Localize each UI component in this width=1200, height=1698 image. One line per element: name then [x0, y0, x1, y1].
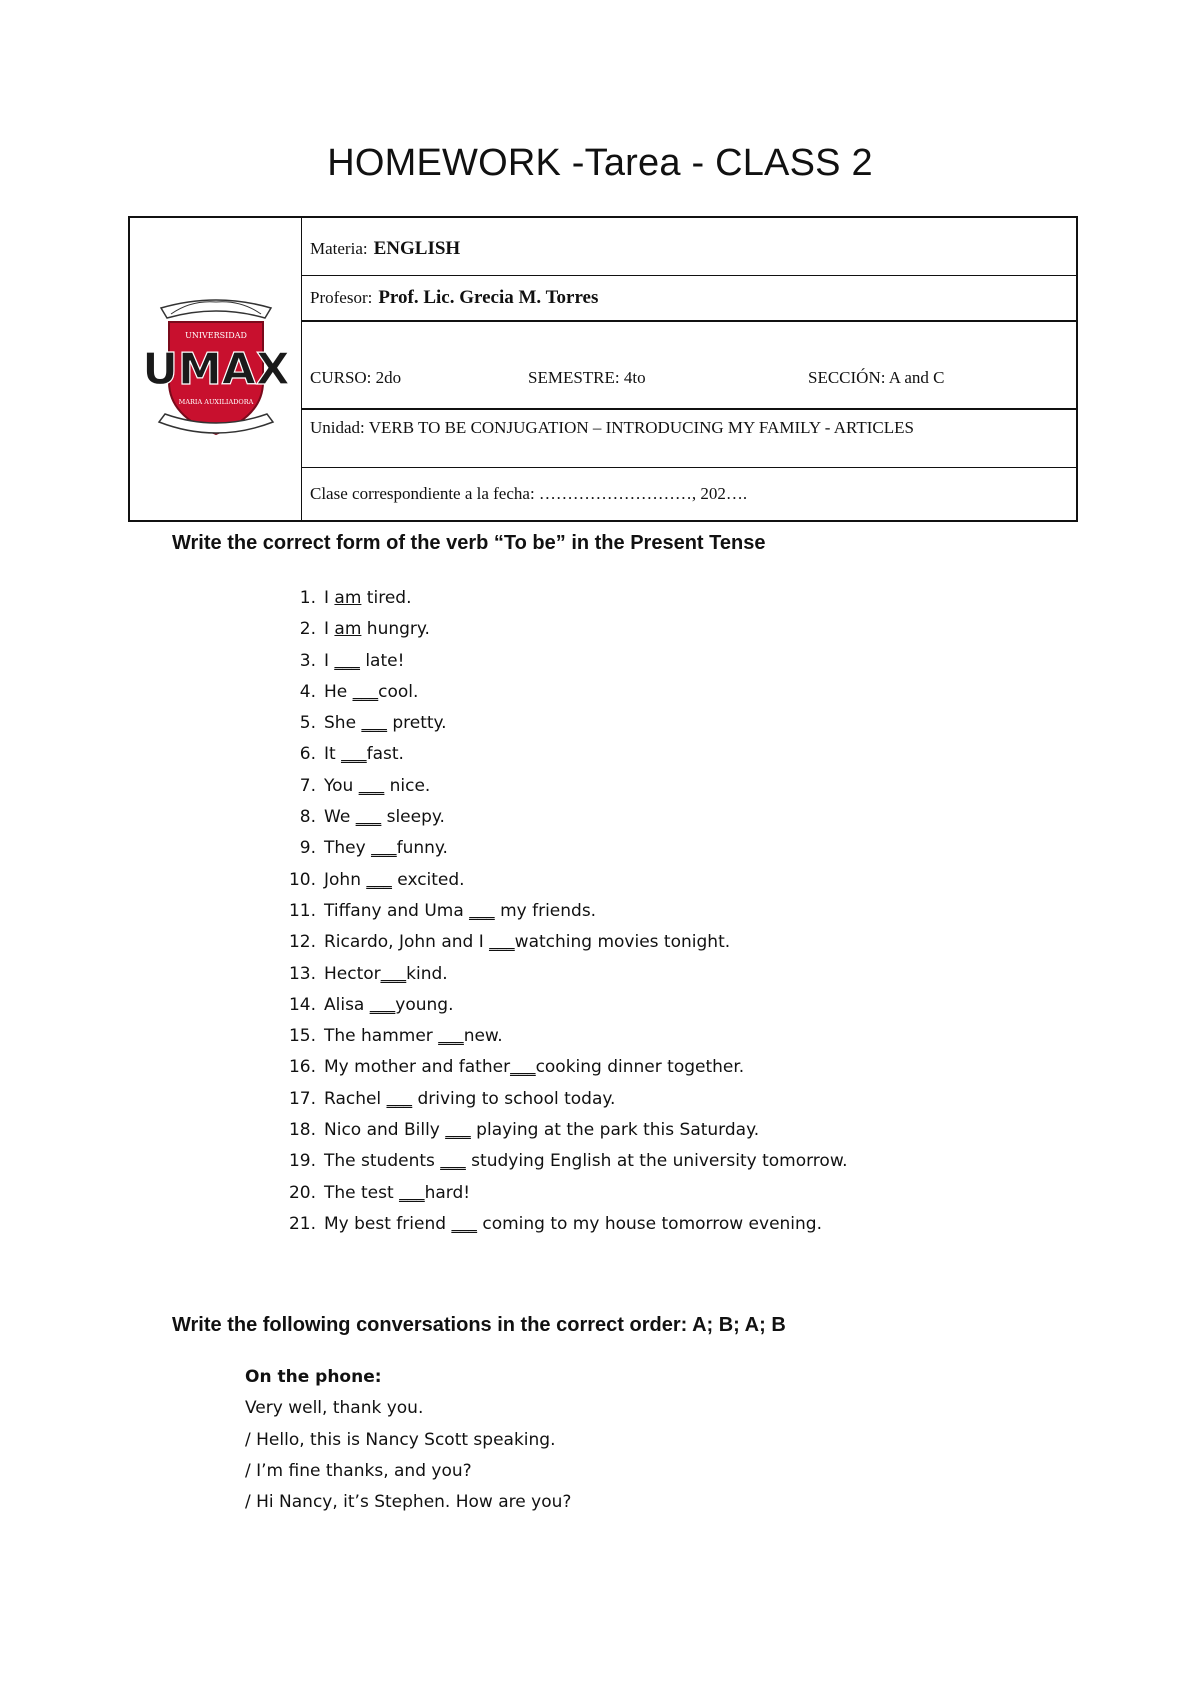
exercise-item [276, 865, 848, 896]
profesor-row [302, 276, 1076, 322]
exercise-number: 13. [288, 963, 316, 984]
conversation-line: Very well, thank you. [245, 1398, 424, 1419]
exercise-text: kind. [406, 963, 448, 984]
exercise-text: cooking dinner together. [535, 1057, 745, 1078]
exercise-text: We [324, 807, 356, 828]
exercise-blank: ___ [334, 650, 360, 671]
exercise-item [276, 583, 848, 614]
exercise-text: Tiffany and Uma [324, 900, 470, 921]
exercise-text: new. [463, 1026, 503, 1047]
exercise-item [276, 646, 848, 677]
exercise-number: 1. [299, 588, 316, 608]
exercise-item [276, 1021, 848, 1052]
exercise-item [276, 896, 848, 927]
exercise-text: watching movies tonight. [514, 932, 731, 953]
exercise-text: My mother and father [324, 1057, 511, 1078]
exercise-list [276, 583, 848, 1240]
conversation-line: / Hello, this is Nancy Scott speaking. [245, 1429, 556, 1450]
logo-bottom-text: MARIA AUXILIADORA [178, 398, 253, 406]
exercise-text: Alisa [324, 994, 370, 1015]
exercise-item [276, 1146, 848, 1177]
exercise-blank: ___ [361, 713, 387, 734]
exercise-blank: ___ [399, 1182, 425, 1203]
exercise-text: fast. [366, 744, 404, 765]
exercise-text: hungry. [361, 619, 430, 640]
page-title: HOMEWORK -Tarea - CLASS 2 [327, 142, 873, 184]
exercise-number: 5. [299, 713, 316, 734]
exercise-blank: am [334, 619, 362, 640]
exercise-text: my friends. [494, 900, 597, 921]
exercise-number: 4. [299, 681, 316, 702]
exercise-item [276, 1178, 848, 1209]
unidad-row: Unidad: VERB TO BE CONJUGATION – INTRODUCING MY FAMILY - ARTICLES [302, 410, 1076, 468]
exercise-item [276, 1052, 848, 1083]
exercise-text: The hammer [324, 1026, 439, 1047]
exercise-text: funny. [396, 838, 448, 859]
exercise-number: 18. [288, 1120, 316, 1141]
exercise-text: excited. [391, 869, 465, 890]
exercise-blank: ___ [341, 744, 367, 765]
exercise-blank: ___ [366, 869, 392, 890]
exercise-text: tired. [361, 588, 412, 608]
conversation-line: / I’m fine thanks, and you? [245, 1460, 472, 1481]
exercise-text: They [324, 838, 372, 859]
header-table [128, 216, 1078, 522]
conversation-title: On the phone: [245, 1367, 382, 1387]
exercise-blank: ___ [469, 900, 495, 921]
exercise-text: John [324, 869, 367, 890]
exercise-text: I [324, 650, 335, 671]
section2-heading: Write the following conversations in the correct order: A; B; A; B [172, 1314, 786, 1336]
materia-label: Materia: [310, 238, 368, 258]
exercise-text: driving to school today. [412, 1088, 616, 1109]
exercise-text: Nico and Billy [324, 1120, 446, 1141]
exercise-text: I [324, 619, 335, 640]
exercise-blank: ___ [380, 963, 407, 984]
exercise-number: 21. [288, 1213, 316, 1234]
exercise-text: studying English at the university tomorrow. [465, 1151, 848, 1172]
exercise-blank: ___ [440, 1151, 466, 1172]
exercise-text: Rachel [324, 1088, 387, 1109]
exercise-text: Hector [324, 963, 381, 984]
exercise-text: late! [359, 650, 405, 671]
exercise-number: 17. [288, 1088, 316, 1109]
exercise-number: 15. [288, 1026, 316, 1047]
exercise-text: She [324, 713, 362, 734]
exercise-text: nice. [384, 775, 431, 796]
exercise-number: 9. [299, 838, 316, 859]
exercise-blank: ___ [371, 838, 397, 859]
exercise-text: The students [324, 1151, 441, 1172]
exercise-number: 12. [288, 932, 316, 953]
exercise-text: pretty. [386, 713, 447, 734]
exercise-number: 6. [299, 744, 316, 765]
exercise-item [276, 1115, 848, 1146]
exercise-number: 14. [288, 994, 316, 1015]
exercise-text: Ricardo, John and I [324, 932, 490, 953]
exercise-text: I [324, 588, 335, 608]
exercise-item [276, 739, 848, 770]
exercise-number: 16. [288, 1057, 316, 1078]
logo-cell [130, 218, 302, 520]
exercise-item [276, 802, 848, 833]
exercise-number: 7. [299, 775, 316, 796]
exercise-item [276, 708, 848, 739]
umax-logo [141, 294, 291, 444]
exercise-blank: ___ [369, 994, 396, 1015]
conversation [245, 1362, 571, 1518]
exercise-blank: ___ [445, 1120, 471, 1141]
exercise-number: 20. [288, 1182, 316, 1203]
conversation-line: / Hi Nancy, it’s Stephen. How are you? [245, 1492, 572, 1513]
header-info [302, 218, 1076, 520]
exercise-blank: ___ [355, 807, 382, 828]
exercise-item [276, 833, 848, 864]
exercise-number: 8. [299, 807, 316, 828]
seccion-field: SECCIÓN: A and C [808, 368, 945, 387]
exercise-number: 2. [299, 619, 316, 640]
exercise-text: playing at the park this Saturday. [470, 1120, 760, 1141]
exercise-blank: ___ [489, 932, 515, 953]
exercise-text: cool. [378, 681, 419, 702]
exercise-text: He [324, 681, 353, 702]
exercise-item [276, 1084, 848, 1115]
logo-main-text: UMAX [141, 344, 290, 395]
exercise-item [276, 927, 848, 958]
exercise-blank: ___ [352, 681, 379, 702]
exercise-item [276, 1209, 848, 1240]
exercise-text: coming to my house tomorrow evening. [476, 1213, 822, 1234]
exercise-blank: ___ [510, 1057, 536, 1078]
materia-row [302, 218, 1076, 276]
exercise-text: My best friend [324, 1213, 452, 1234]
profesor-label: Profesor: [310, 288, 373, 307]
exercise-blank: ___ [358, 775, 385, 796]
exercise-number: 19. [288, 1151, 316, 1172]
exercise-text: hard! [424, 1182, 471, 1203]
exercise-text: young. [395, 994, 454, 1015]
materia-value: ENGLISH [373, 237, 461, 259]
logo-top-text: UNIVERSIDAD [184, 331, 247, 340]
profesor-value: Prof. Lic. Grecia M. Torres [378, 287, 599, 308]
exercise-text: The test [324, 1182, 400, 1203]
curso-row [302, 322, 1076, 410]
semestre-field: SEMESTRE: 4to [528, 368, 646, 387]
exercise-item [276, 990, 848, 1021]
exercise-blank: ___ [451, 1213, 477, 1234]
curso-field: CURSO: 2do [310, 368, 402, 387]
exercise-number: 3. [299, 650, 316, 671]
exercise-blank: am [334, 588, 362, 608]
exercise-number: 11. [288, 900, 316, 921]
exercise-item [276, 614, 848, 645]
section1-heading: Write the correct form of the verb “To be” in the Present Tense [172, 532, 766, 554]
exercise-item [276, 959, 848, 990]
exercise-text: sleepy. [381, 807, 445, 828]
exercise-blank: ___ [386, 1088, 413, 1109]
exercise-number: 10. [288, 869, 316, 890]
clase-row: Clase correspondiente a la fecha: ………………………, 202…. [310, 484, 748, 503]
exercise-item [276, 677, 848, 708]
exercise-text: You [324, 775, 359, 796]
exercise-text: It [324, 744, 342, 765]
exercise-item [276, 771, 848, 802]
exercise-blank: ___ [438, 1026, 464, 1047]
